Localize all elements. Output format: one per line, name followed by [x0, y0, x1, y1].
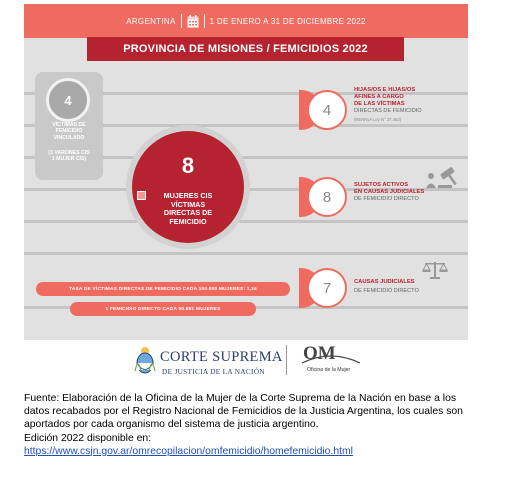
- logo-divider: [286, 345, 287, 375]
- header-separator: [181, 14, 182, 28]
- source-line: Fuente: Elaboración de la Oficina de la Mujer de la Corte Suprema de la Nación en base a los: [24, 393, 457, 404]
- csjn-name: CORTE SUPREMA: [160, 349, 283, 365]
- stat-title: SUJETOS ACTIVOS EN CAUSAS JUDICIALES: [354, 182, 425, 195]
- header-separator: [204, 14, 205, 28]
- stripe: [24, 252, 468, 255]
- source-link[interactable]: https://www.csjn.gov.ar/omrecopilacion/omfemicidio/homefemicidio.html: [24, 445, 353, 457]
- stat-number: 8: [307, 177, 347, 217]
- stat-title: HIJAS/OS E HIJAS/OS AFINES A CARGO DE LAS VÍCTIMAS: [354, 87, 416, 107]
- direct-victims-count: 8: [181, 153, 195, 178]
- source-line: aportados por cada organismo del sistema de justicia argentino.: [24, 419, 319, 431]
- gavel-icon: [426, 164, 460, 190]
- argentina-shield-icon: [134, 345, 156, 375]
- stripe: [24, 220, 468, 223]
- source-line: Edición 2022 disponible en:: [24, 432, 152, 444]
- stat-number: 7: [307, 268, 347, 308]
- stat-title: CAUSAS JUDICIALES: [354, 279, 415, 285]
- calendar-icon: [187, 15, 199, 28]
- csjn-subname: DE JUSTICIA DE LA NACIÓN: [162, 367, 265, 376]
- page-title: PROVINCIA DE MISIONES / FEMICIDIOS 2022: [87, 37, 404, 61]
- stat-note: (RENNyA Ley N° 27.452): [354, 117, 402, 122]
- direct-victims-label: MUJERES CIS VÍCTIMAS DIRECTAS DE FEMICIDIO: [163, 191, 213, 226]
- om-name: Oficina de la Mujer: [307, 367, 351, 373]
- rate-pill: TASA DE VÍCTIMAS DIRECTAS DE FEMICIDIO CADA 100.000 MUJERES: 1,24: [36, 282, 290, 296]
- stat-subtitle: DIRECTAS DE FEMICIDIO: [354, 108, 422, 114]
- header-period: 1 DE ENERO A 31 DE DICIEMBRE 2022: [209, 16, 366, 26]
- linked-victims-detail: (3 VARONES CIS 1 MUJER CIS): [48, 150, 90, 163]
- scales-icon: [422, 260, 448, 280]
- header-country: ARGENTINA: [126, 16, 176, 26]
- linked-victims-label: VÍCTIMAS DE FEMICIDIO VINCULADO: [52, 122, 86, 141]
- stat-subtitle: DE FEMICIDIO DIRECTO: [354, 196, 419, 202]
- header-bar: [24, 4, 468, 38]
- stat-number: 4: [307, 90, 347, 130]
- ratio-pill: 1 FEMICIDIO DIRECTO CADA 90.681 MUJERES: [70, 302, 256, 316]
- infographic: [24, 4, 468, 385]
- stat-subtitle: DE FEMICIDIO DIRECTO: [354, 288, 419, 294]
- om-logo: OM: [303, 343, 336, 364]
- source-line: datos recabados por el Registro Nacional de Femicidios de la Justicia Argentina, los cuales son: [24, 406, 463, 418]
- source-note: [24, 392, 502, 458]
- linked-victims-count: 4: [46, 78, 90, 122]
